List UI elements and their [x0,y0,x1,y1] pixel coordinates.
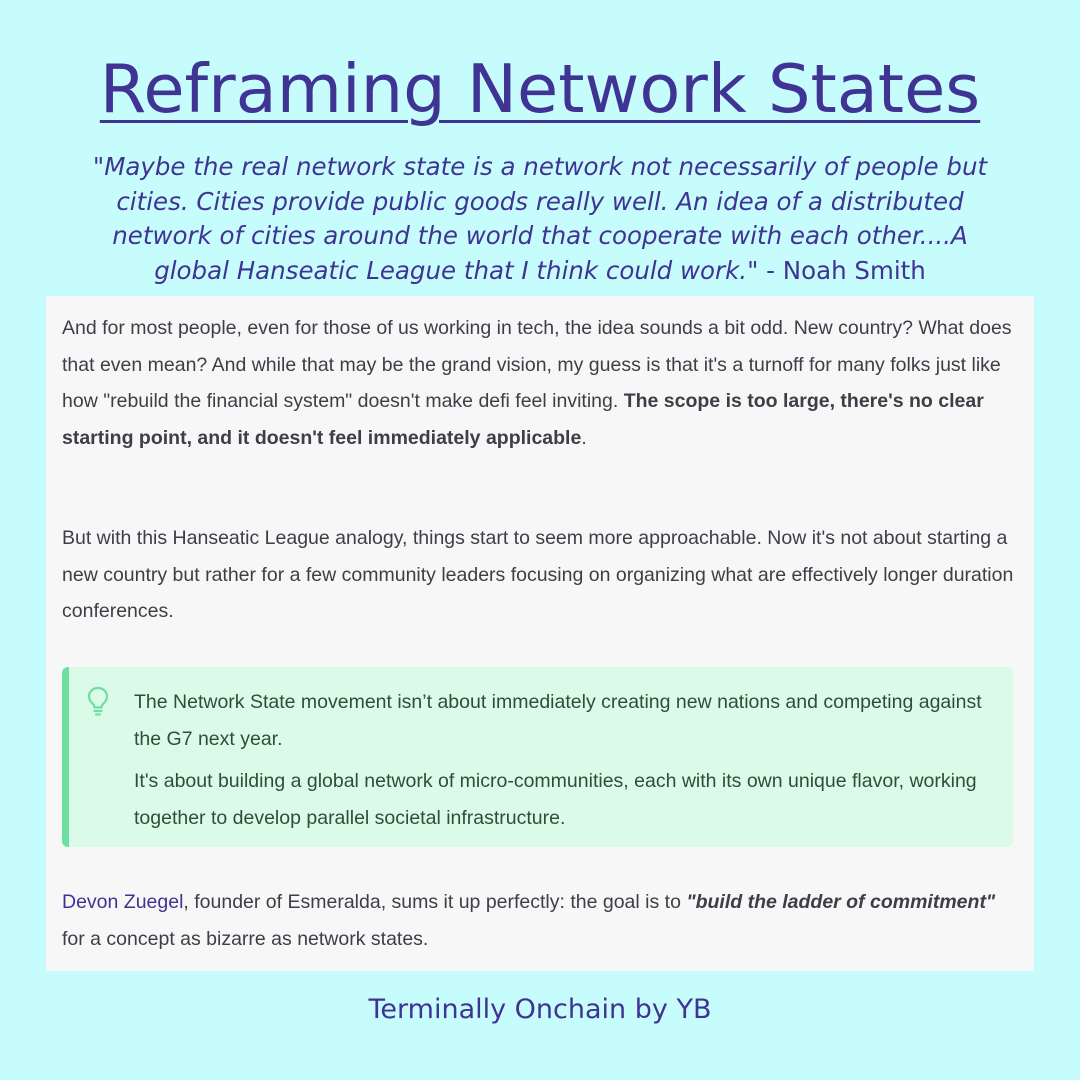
paragraph-3-text: , founder of Esmeralda, sums it up perfectly: the goal is to [183,891,687,913]
paragraph-1-end: . [581,426,587,449]
paragraph-1 [62,310,1022,456]
pull-quote [90,150,990,288]
paragraph-1-text: And for most people, even for those of us working in tech, the idea sounds a bit odd. New country? What does that even mean? And while that may be the grand vision, my guess is that it's a turnoff for many folks just like how "rebuild the financial system" doesn't make defi feel inviting. [62,317,1012,413]
callout-line-1: The Network State movement isn’t about immediately creating new nations and competing against the G7 next year. [134,691,982,750]
lightbulb-icon [86,685,110,717]
article-card [46,296,1034,971]
paragraph-1-bold: The scope is too large, there's no clear starting point, and it doesn't feel immediately applicable [62,390,984,449]
callout-box [62,667,1013,847]
paragraph-3-end: for a concept as bizarre as network states. [62,927,429,950]
footer-credit: Terminally Onchain by YB [368,994,712,1025]
devon-zuegel-link[interactable]: Devon Zuegel [62,891,184,913]
page-title: Reframing Network States [99,50,981,128]
quote-attribution: - Noah Smith [758,255,926,285]
callout-accent-bar [62,667,69,847]
paragraph-3-emphasis: "build the ladder of commitment" [686,891,996,913]
callout-text [134,684,994,836]
quote-text: "Maybe the real network state is a network not necessarily of people but cities. Cities provide public goods really well. An idea of a distributed network of cities around the world that cooperate with each other....A global Hanseatic League that I think could work." [92,152,988,285]
paragraph-3 [62,884,1022,957]
callout-line-2: It's about building a global network of micro-communities, each with its own unique flavor, working together to develop parallel societal infrastructure. [134,770,977,829]
paragraph-2: But with this Hanseatic League analogy, things start to seem more approachable. Now it's not about starting a new country but rather for a few community leaders focusing on organizing what are effectively longer duration conferences. [62,527,1014,623]
